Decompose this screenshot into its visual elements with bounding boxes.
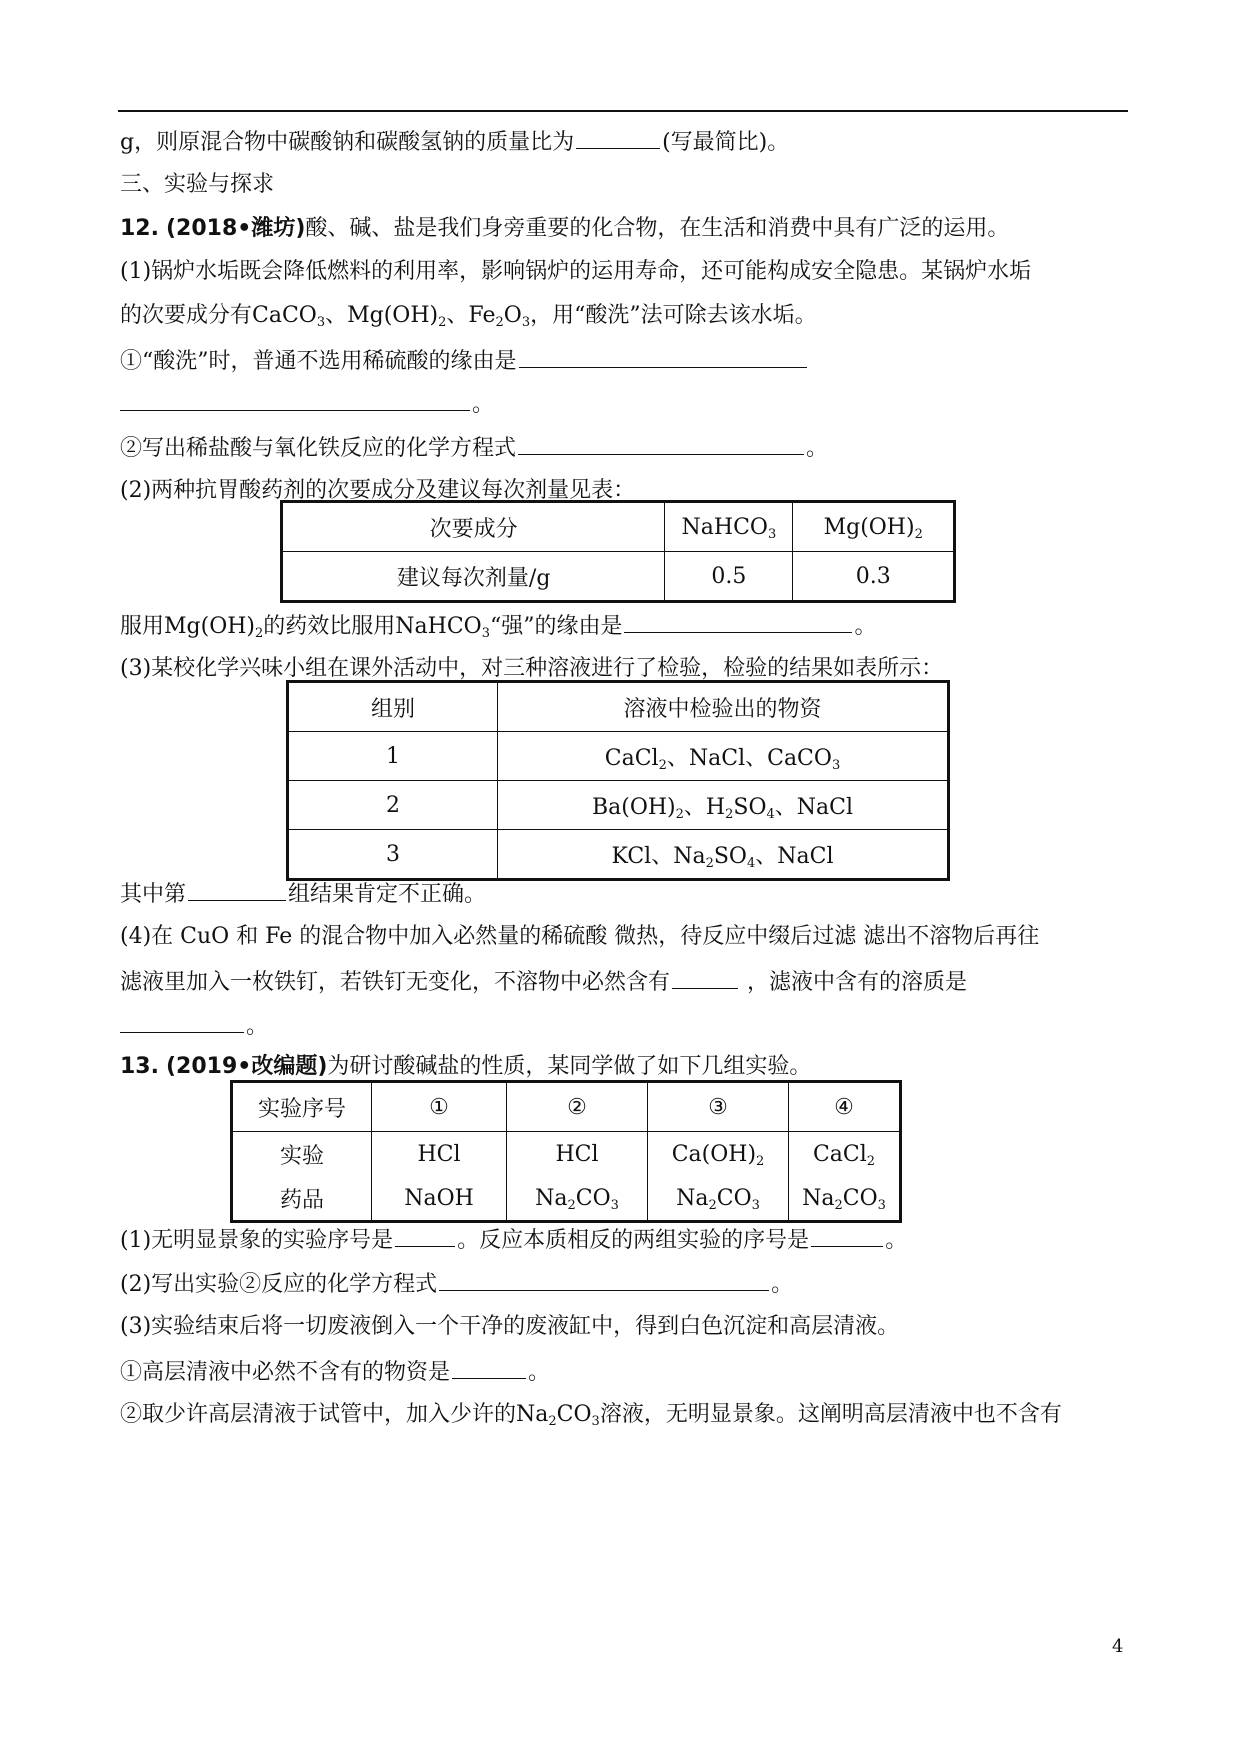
answer-blank[interactable] [576,126,660,149]
table-cell: $Ba(OH)_2$、$H_2SO_4$、NaCl [498,781,949,830]
table-cell: ② [507,1082,648,1132]
table-cell: 建议每次剂量/g [282,552,665,602]
q13-1: (1)无明显景象的实验序号是 。反应本质相反的两组实验的序号是 。 [120,1224,907,1256]
table-cell: 次要成分 [282,502,665,552]
q12-3: (3)某校化学兴味小组在课外活动中，对三种溶液进行了检验，检验的结果如表所示： [120,656,944,681]
q12-3-question: 其中第 组结果肯定不正确。 [120,878,486,910]
table-cell: $Na_2CO_3$ [789,1176,901,1222]
table-cell: NaHCO$_3$ [665,502,793,552]
answer-blank[interactable] [624,610,852,633]
q12-1-1: ①“酸洗”时，普通不选用稀硫酸的缘由是 [120,345,809,377]
table-cell: 溶液中检验出的物资 [498,682,949,732]
table-cell: 2 [288,781,498,830]
table-cell: HCl [507,1132,648,1177]
answer-blank[interactable] [452,1356,526,1379]
header-rule [118,110,1128,112]
q12-stem: 12. (2018•潍坊)酸、碱、盐是我们身旁重要的化合物，在生活和消费中具有广泛的运用。 [120,216,1010,241]
answer-blank[interactable] [120,1010,244,1033]
table-cell: 3 [288,830,498,880]
table-cell: CaCl$_2$ [789,1132,901,1177]
answer-blank[interactable] [395,1224,455,1247]
experiment-table [230,1080,902,1223]
q12-p1-cont: 的次要成分有CaCO$_3$、$Mg(OH)_2$、$Fe_2O_3$，用“酸洗”法可除去该水垢。 [120,303,817,330]
q13-2: (2)写出实验②反应的化学方程式 。 [120,1268,793,1300]
page-number: 4 [1112,1636,1124,1657]
table-cell: 1 [288,732,498,781]
table-cell: KCl、$Na_2SO_4$、NaCl [498,830,949,880]
answer-blank[interactable] [811,1224,883,1247]
q13-3-2: ②取少许高层清液于试管中，加入少许的$Na_2CO_3$溶液，无明显景象。这阐明高层清液中也不含有 [120,1402,1062,1429]
q12-4-end: 。 [120,1010,268,1042]
q13-3-1: ①高层清液中必然不含有的物资是 。 [120,1356,550,1388]
section-title: 三、实验与探求 [120,172,275,197]
table-cell: 0.5 [665,552,793,602]
answer-blank[interactable] [518,432,804,455]
table-cell: NaOH [372,1176,507,1222]
table-cell: ① [372,1082,507,1132]
answer-blank[interactable] [519,345,807,368]
table-cell: ④ [789,1082,901,1132]
q13-stem: 13. (2019•改编题)为研讨酸碱盐的性质，某同学做了如下几组实验。 [120,1054,812,1079]
answer-blank[interactable] [120,388,470,411]
table-cell: 实验序号 [232,1082,372,1132]
q11-tail: g，则原混合物中碳酸钠和碳酸氢钠的质量比为 (写最简比)。 [120,126,789,158]
antacid-table [280,500,956,603]
table-cell: 实验 [232,1132,372,1177]
detection-results-table [286,680,950,881]
q12-4-cont: 滤液里加入一枚铁钉，若铁钉无变化，不溶物中必然含有 ，滤液中含有的溶质是 [120,966,967,998]
q13-3: (3)实验结束后将一切废液倒入一个干净的废液缸中，得到白色沉淀和高层清液。 [120,1314,900,1339]
q12-p1: (1)锅炉水垢既会降低燃料的利用率，影响锅炉的运用寿命，还可能构成安全隐患。某锅炉水垢 [120,259,1032,284]
answer-blank[interactable] [188,878,286,901]
table-cell: 组别 [288,682,498,732]
q12-2-question: 服用$Mg(OH)_2$的药效比服用NaHCO$_3$“强”的缘由是 。 [120,610,877,642]
table-cell: $Na_2CO_3$ [648,1176,789,1222]
q12-1-2: ②写出稀盐酸与氧化铁反应的化学方程式 。 [120,432,828,464]
q12-4: (4)在 CuO 和 Fe 的混合物中加入必然量的稀硫酸 微热，待反应中缀后过滤 滤出不溶物后再往 [120,924,1040,949]
table-cell: ③ [648,1082,789,1132]
table-cell: $Na_2CO_3$ [507,1176,648,1222]
q12-2: (2)两种抗胃酸药剂的次要成分及建议每次剂量见表： [120,478,636,503]
table-cell: HCl [372,1132,507,1177]
answer-blank[interactable] [439,1268,769,1291]
table-cell: 药品 [232,1176,372,1222]
table-cell: $Mg(OH)_2$ [793,502,955,552]
table-cell: CaCl$_2$、NaCl、CaCO$_3$ [498,732,949,781]
answer-blank[interactable] [672,966,738,989]
table-cell: $Ca(OH)_2$ [648,1132,789,1177]
table-cell: 0.3 [793,552,955,602]
q12-1-1-cont: 。 [120,388,494,420]
